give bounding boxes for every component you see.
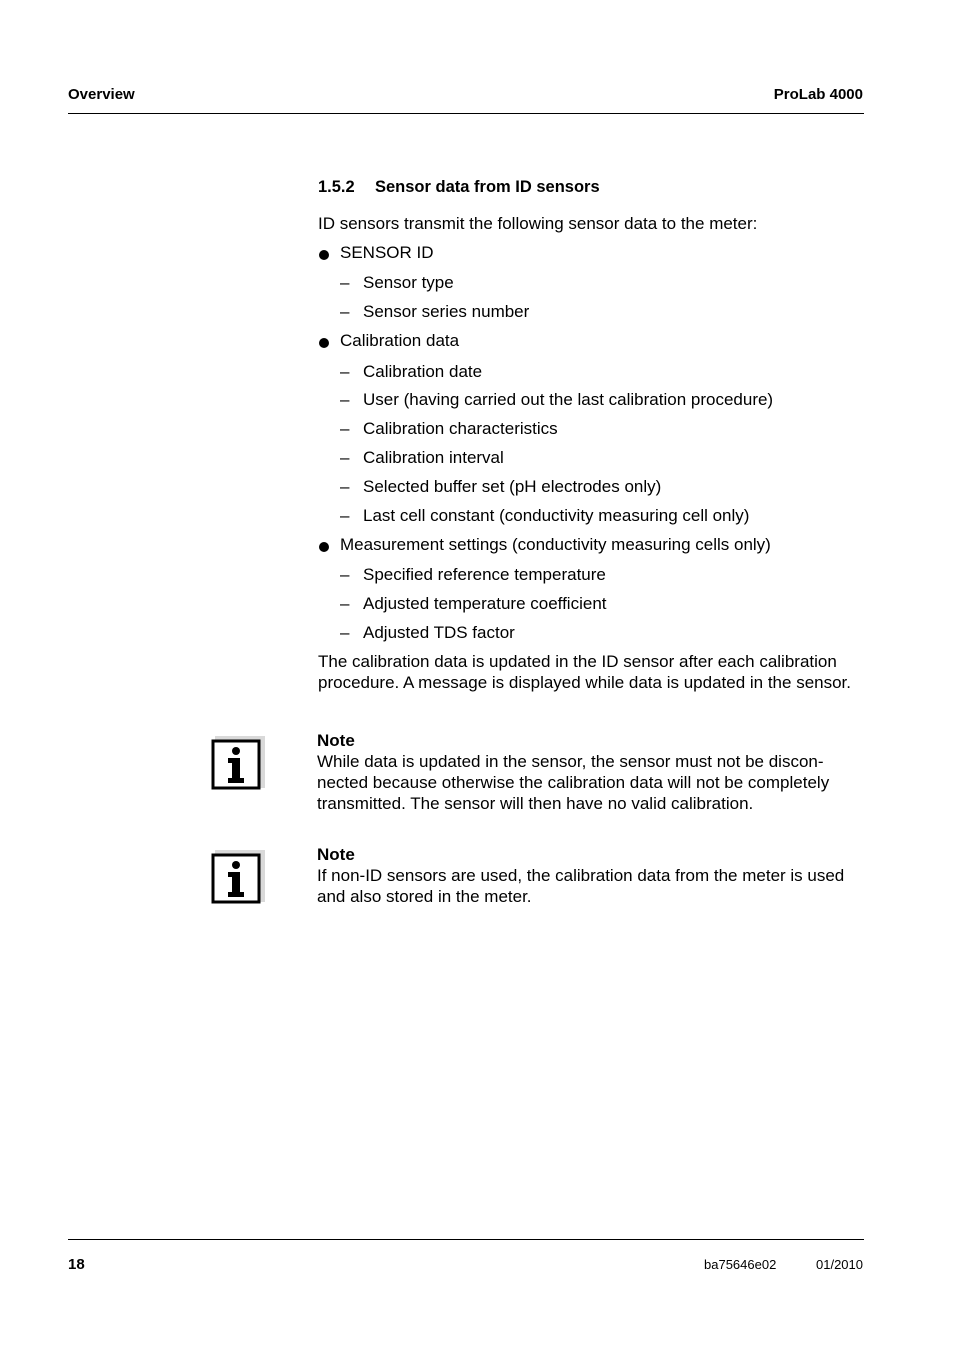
note-title: Note <box>317 731 355 750</box>
dash-mark: – <box>340 623 350 642</box>
dash-mark: – <box>340 448 350 467</box>
document-id: ba75646e02 <box>704 1257 777 1272</box>
header-rule <box>68 113 864 114</box>
dash-mark: – <box>340 362 350 381</box>
dash-mark: – <box>340 594 350 613</box>
sub-list-text: Sensor type <box>363 273 454 292</box>
sub-list-text: User (having carried out the last calibration procedure) <box>363 390 774 409</box>
sub-list-text: Last cell constant (conductivity measuring cell only) <box>363 506 750 525</box>
note-block <box>317 730 829 814</box>
footer-rule <box>68 1239 864 1240</box>
note-line: While data is updated in the sensor, the sensor must not be discon- <box>317 752 824 771</box>
bullet-label: SENSOR ID <box>340 243 434 262</box>
dash-mark: – <box>340 390 350 409</box>
dash-mark: – <box>340 302 350 321</box>
sub-list-text: Calibration date <box>363 362 483 381</box>
info-icon <box>211 850 265 906</box>
note-line: and also stored in the meter. <box>317 887 532 906</box>
header-product-name: ProLab 4000 <box>773 86 863 103</box>
dash-mark: – <box>340 565 350 584</box>
bullet-label: Measurement settings (conductivity measuring cells only) <box>340 535 771 554</box>
note-line: transmitted. The sensor will then have no valid calibration. <box>317 794 754 813</box>
note-title: Note <box>317 845 355 864</box>
sub-list-text: Sensor series number <box>363 302 530 321</box>
sub-list-text: Calibration interval <box>363 448 504 467</box>
document-date: 01/2010 <box>816 1257 863 1272</box>
note-line: nected because otherwise the calibration data will not be completely <box>317 773 830 792</box>
info-icon <box>211 736 265 792</box>
dash-mark: – <box>340 477 350 496</box>
sub-list-text: Adjusted TDS factor <box>363 623 515 642</box>
section-title: Sensor data from ID sensors <box>375 178 600 196</box>
bullet-dot-icon <box>319 542 329 552</box>
dash-mark: – <box>340 419 350 438</box>
sub-list-text: Calibration characteristics <box>363 419 558 438</box>
sub-list-text: Specified reference temperature <box>363 565 606 584</box>
sub-list-text: Adjusted temperature coefficient <box>363 594 607 613</box>
section-number: 1.5.2 <box>318 178 355 196</box>
bullet-label: Calibration data <box>340 331 460 350</box>
header-section-title: Overview <box>68 86 135 103</box>
dash-mark: – <box>340 273 350 292</box>
closing-line: The calibration data is updated in the ID sensor after each calibration <box>318 652 837 671</box>
dash-mark: – <box>340 506 350 525</box>
sub-list-text: Selected buffer set (pH electrodes only) <box>363 477 662 496</box>
bullet-dot-icon <box>319 338 329 348</box>
bullet-dot-icon <box>319 250 329 260</box>
closing-paragraph <box>318 651 851 693</box>
intro-paragraph: ID sensors transmit the following sensor data to the meter: <box>318 214 758 233</box>
page-number: 18 <box>68 1256 85 1273</box>
section-heading <box>318 178 600 197</box>
note-line: If non-ID sensors are used, the calibration data from the meter is used <box>317 866 845 885</box>
closing-line: procedure. A message is displayed while data is updated in the sensor. <box>318 673 852 692</box>
note-block <box>317 844 844 907</box>
